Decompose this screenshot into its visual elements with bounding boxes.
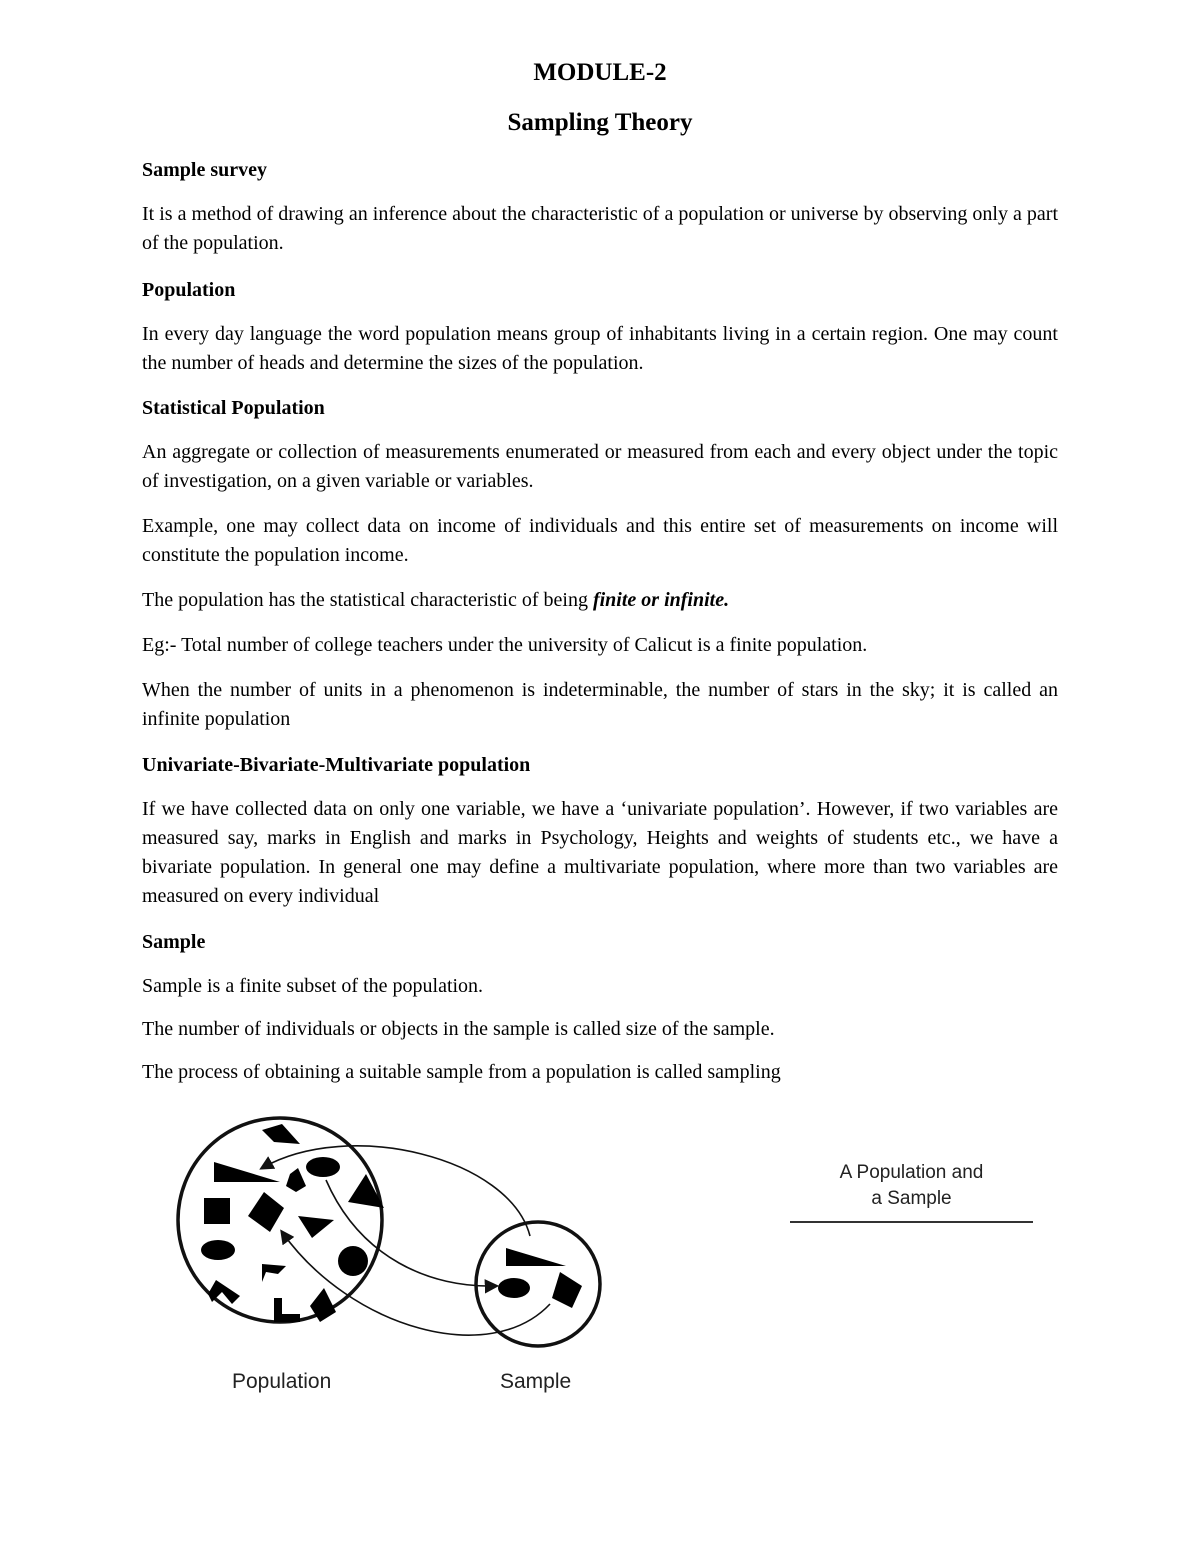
para-statistical-population-2: Example, one may collect data on income of individuals and this entire set of measurements on income will constitute the population income. [142, 515, 1058, 566]
population-shape-triangle-center [298, 1216, 334, 1238]
para-statistical-population-1: An aggregate or collection of measurements enumerated or measured from each and every object under the topic of investigation, on a given variable or variables. [142, 441, 1058, 492]
sample-shape-diamond [552, 1272, 582, 1308]
population-shape-ellipse-top [306, 1157, 340, 1177]
finite-infinite-emphasis: finite or infinite. [592, 589, 730, 611]
para-sample-2: The number of individuals or objects in the sample is called size of the sample. [142, 1018, 775, 1040]
page-title: Sampling Theory [507, 109, 693, 136]
population-shape-wedge [214, 1162, 280, 1182]
para-sample-3: The process of obtaining a suitable sample from a population is called sampling [142, 1061, 781, 1083]
para-multivariate: If we have collected data on only one variable, we have a ‘univariate population’. However, if two variables are measured say, marks in English and marks in Psychology, Heights and weights of students etc., we have a bivariate population. In general one may define a multivariate population, where more than two variables are measured on every individual [142, 798, 1058, 907]
population-shape-star [286, 1168, 306, 1192]
heading-sample-survey: Sample survey [142, 159, 267, 181]
figure-caption [790, 1160, 1033, 1212]
heading-sample: Sample [142, 931, 206, 953]
figure-caption-rule [790, 1221, 1033, 1223]
finite-infinite-prefix: The population has the statistical characteristic of being [142, 589, 593, 611]
sample-shape-wedge [506, 1248, 566, 1266]
para-sample-1: Sample is a finite subset of the population. [142, 975, 484, 997]
population-label: Population [232, 1370, 332, 1393]
para-population: In every day language the word population means group of inhabitants living in a certain region. One may count the number of heads and determine the sizes of the population. [142, 323, 1058, 374]
para-statistical-population-3 [142, 586, 1058, 615]
population-shape-l-bracket [274, 1298, 300, 1322]
heading-statistical-population: Statistical Population [142, 397, 325, 419]
figure-caption-line2: a Sample [871, 1188, 952, 1209]
para-statistical-population-5: When the number of units in a phenomenon is indeterminable, the number of stars in the sky; it is called an infinite population [142, 679, 1058, 730]
population-shape-chevron [208, 1280, 240, 1304]
heading-multivariate: Univariate-Bivariate-Multivariate population [142, 754, 531, 776]
population-shape-quad [262, 1124, 300, 1144]
para-sample-survey: It is a method of drawing an inference about the characteristic of a population or universe by observing only a part of the population. [142, 203, 1058, 254]
population-shape-square [204, 1198, 230, 1224]
sample-circle [476, 1222, 600, 1346]
sample-shape-ellipse [498, 1278, 530, 1298]
population-sample-diagram [170, 1108, 610, 1408]
sample-elements [498, 1248, 582, 1308]
population-shape-diamond [248, 1192, 284, 1232]
population-shape-ellipse-left [201, 1240, 235, 1260]
sample-label: Sample [500, 1370, 572, 1393]
population-shape-flag [262, 1264, 286, 1282]
population-shape-circle [338, 1246, 368, 1276]
population-sample-figure [170, 1108, 610, 1408]
heading-population: Population [142, 279, 236, 301]
para-statistical-population-4: Eg:- Total number of college teachers under the university of Calicut is a finite population. [142, 634, 868, 656]
figure-caption-line1: A Population and [839, 1162, 984, 1183]
module-title: MODULE-2 [533, 59, 667, 86]
sampling-arrows [262, 1146, 550, 1335]
